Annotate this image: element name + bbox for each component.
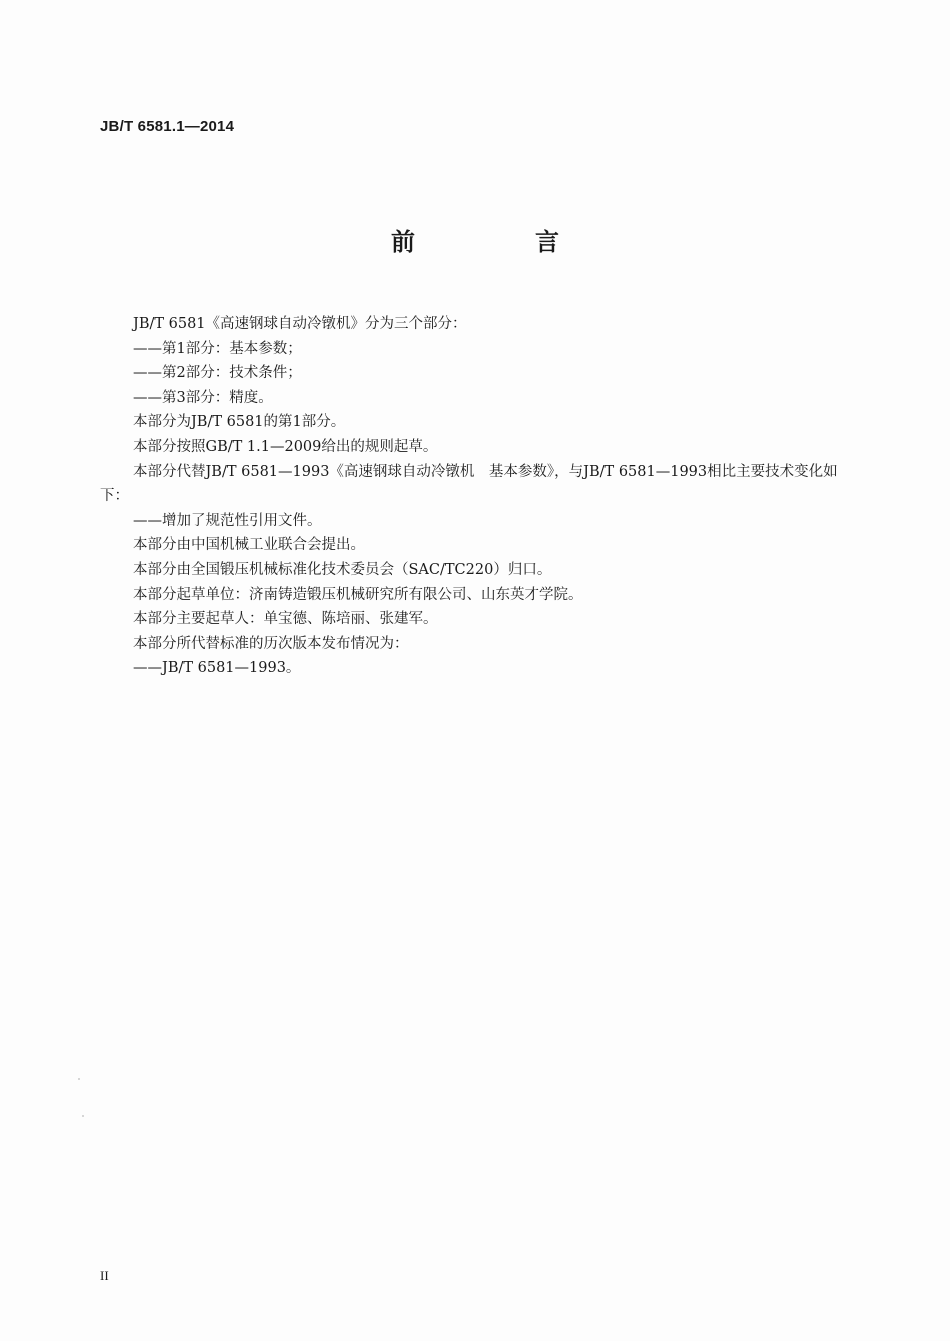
paragraph: 本部分代替JB/T 6581—1993《高速钢球自动冷镦机 基本参数》，与JB/T 6581—1993相比主要技术变化如下： xyxy=(100,463,838,505)
standard-code: JB/T 6581.1—2014 xyxy=(100,118,235,135)
list-item: ——第1部分：基本参数； xyxy=(133,340,302,357)
scan-speck xyxy=(78,1078,80,1080)
page-number: II xyxy=(100,1268,109,1283)
list-item: ——第2部分：技术条件； xyxy=(133,365,302,382)
scan-speck xyxy=(82,1115,84,1117)
paragraph: 本部分所代替标准的历次版本发布情况为： xyxy=(133,635,409,652)
list-item: ——第3部分：精度。 xyxy=(133,389,273,406)
paragraph: 本部分为JB/T 6581的第1部分。 xyxy=(133,414,346,431)
paragraph: 本部分按照GB/T 1.1—2009给出的规则起草。 xyxy=(133,438,438,455)
page-title: 前 言 xyxy=(391,228,607,256)
paragraph: 本部分由全国锻压机械标准化技术委员会（SAC/TC220）归口。 xyxy=(133,561,552,578)
foreword-body xyxy=(100,312,850,681)
paragraph: 本部分主要起草人：单宝德、陈培丽、张建军。 xyxy=(133,611,438,628)
list-item: ——增加了规范性引用文件。 xyxy=(133,512,322,529)
paragraph: 本部分由中国机械工业联合会提出。 xyxy=(133,537,365,554)
paragraph: 本部分起草单位：济南铸造锻压机械研究所有限公司、山东英才学院。 xyxy=(133,586,583,603)
list-item: ——JB/T 6581—1993。 xyxy=(133,660,301,677)
paragraph: JB/T 6581《高速钢球自动冷镦机》分为三个部分： xyxy=(133,316,467,332)
